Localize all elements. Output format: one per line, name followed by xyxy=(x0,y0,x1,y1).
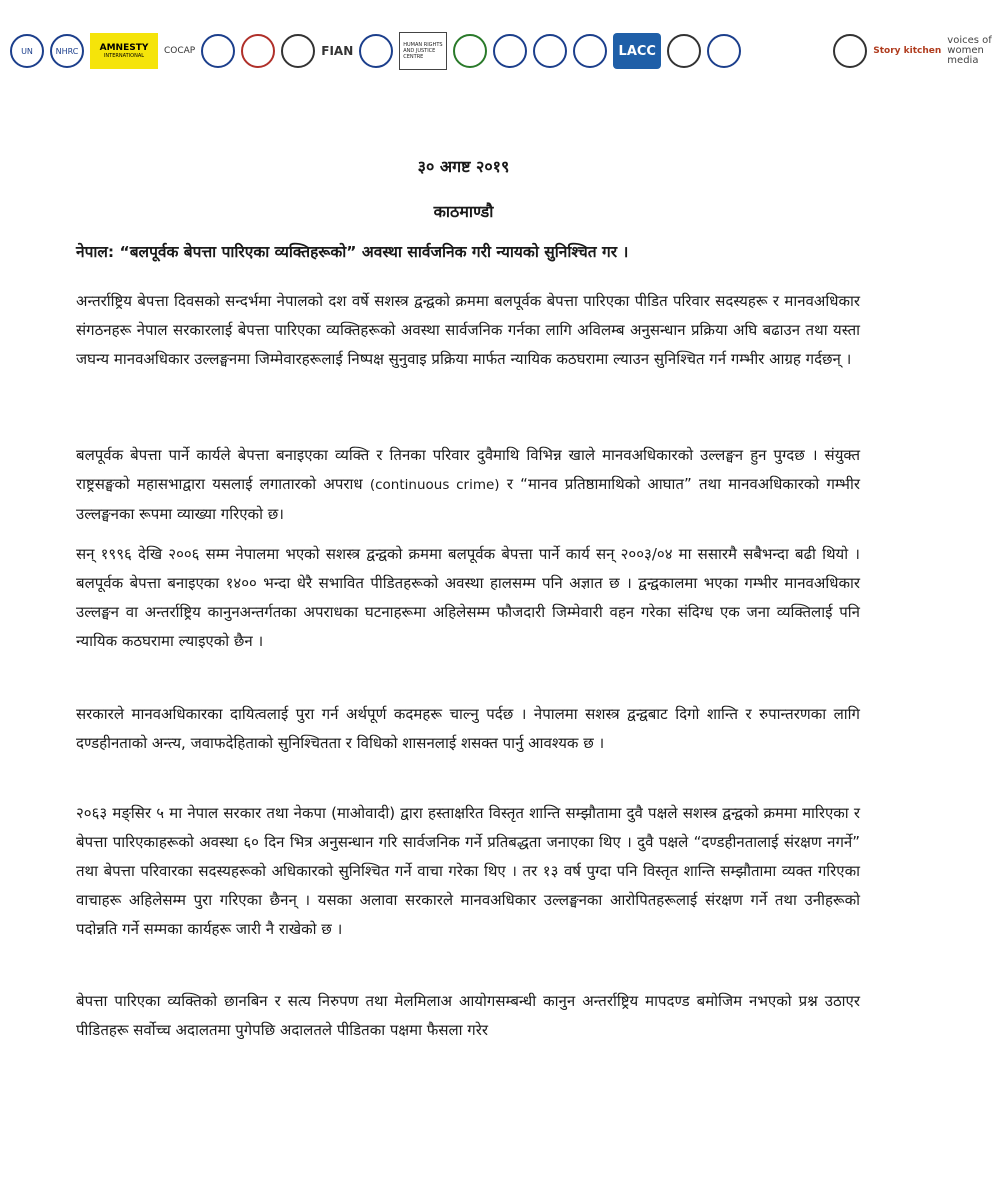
paragraph-2-latin-term: (continuous crime) xyxy=(369,477,500,493)
org-logo-17 xyxy=(707,34,741,68)
paragraph-3: सन् १९९६ देखि २००६ सम्म नेपालमा भएको सशस्त्र द्वन्द्वको क्रममा बलपूर्वक बेपत्ता पार्ने कार्य सन् २००३/०४ मा ससारमै सबैभन्दा बढी थियो । बलपूर्वक बेपत्ता बनाइएका १४०० भन्दा धेरै सभावित पीडितहरूको अवस्था हालसम्म पनि अज्ञात छ । द्वन्द्वकालमा भएका गम्भीर मानवअधिकार उल्लङ्घन वा अन्तर्राष्ट्रिय कानुनअन्तर्गतका अपराधका घटनाहरूमा अहिलेसम्म फौजदारी जिम्मेवारी वहन गरेका संदिग्ध एक जना व्यक्तिलाई पनि न्यायिक कठघरामा ल्याइएको छैन । xyxy=(76,545,860,650)
document-title: नेपाल: “बलपूर्वक बेपत्ता पारिएका व्यक्तिहरूको” अवस्था सार्वजनिक गरी न्यायको सुनिश्चित गर । xyxy=(76,243,629,261)
org-logo-11 xyxy=(453,34,487,68)
paragraph-2-part-b: र “मानव प्रतिष्ठामाथिको आघात” तथा मानवअधिकारको गम्भीर उल्लङ्घनका रूपमा व्याख्या गरिएको छ। xyxy=(76,475,860,523)
org-logo-6 xyxy=(241,34,275,68)
fian-logo: FIAN xyxy=(321,43,354,58)
paragraph-2 xyxy=(76,441,860,529)
org-logo-12 xyxy=(493,34,527,68)
story-kitchen-logo: Story kitchen xyxy=(873,45,942,56)
org-logo-9 xyxy=(359,34,393,68)
org-logo-14 xyxy=(573,34,607,68)
un-emblem-logo: UN xyxy=(10,34,44,68)
paragraph-4: सरकारले मानवअधिकारका दायित्वलाई पुरा गर्न अर्थपूर्ण कदमहरू चाल्नु पर्दछ । नेपालमा सशस्त्र द्वन्द्वबाट दिगो शान्ति र रुपान्तरणका लागि दण्डहीनताको अन्त्य, जवाफदेहिताको सुनिश्चितता र विधिको शासनलाई शसक्त पार्नु आवश्यक छ । xyxy=(76,705,860,752)
partner-logo-strip xyxy=(10,28,992,74)
paragraph-1: अन्तर्राष्ट्रिय बेपत्ता दिवसको सन्दर्भमा नेपालको दश वर्षे सशस्त्र द्वन्द्वको क्रममा बलपूर्वक बेपत्ता पारिएका पीडित परिवार सदस्यहरू र मानवअधिकार संगठनहरू नेपाल सरकारलाई बेपत्ता पारिएका व्यक्तिहरूको अवस्था सार्वजनिक गर्नका लागि अविलम्ब अनुसन्धान प्रक्रिया अघि बढाउन तथा यस्ता जघन्य मानवअधिकार उल्लङ्घनमा जिम्मेवारहरूलाई निष्पक्ष सुनुवाइ प्रक्रिया मार्फत न्यायिक कठघरामा ल्याउन सुनिश्चित गर्न गम्भीर आग्रह गर्दछन् । xyxy=(76,292,860,368)
paragraph-6: बेपत्ता पारिएका व्यक्तिको छानबिन र सत्य निरुपण तथा मेलमिलाअ आयोगसम्बन्धी कानुन अन्तर्राष्ट्रिय मापदण्ड बमोजिम नभएको प्रश्न उठाएर पीडितहरू सर्वोच्च अदालतमा पुगेपछि अदालतले पीडितका पक्षमा फैसला गरेर xyxy=(76,992,860,1039)
org-logo-5 xyxy=(201,34,235,68)
human-rights-justice-centre-logo: HUMAN RIGHTS AND JUSTICE CENTRE xyxy=(399,32,447,70)
nhrc-logo: NHRC xyxy=(50,34,84,68)
org-logo-13 xyxy=(533,34,567,68)
org-logo-19 xyxy=(833,34,867,68)
paragraph-5: २०६३ मङ्सिर ५ मा नेपाल सरकार तथा नेकपा (माओवादी) द्वारा हस्ताक्षरित विस्तृत शान्ति सम्झौतामा दुवै पक्षले सशस्त्र द्वन्द्वको क्रममा मारिएका र बेपत्ता पारिएकाहरूको अवस्था ६० दिन भित्र अनुसन्धान गरि सार्वजनिक गर्ने प्रतिबद्धता जनाएका थिए । दुवै पक्षले “दण्डहीनतालाई संरक्षण नगर्ने” तथा बेपत्ता परिवारका सदस्यहरूको अधिकारको सुनिश्चित गर्ने वाचा गरेका थिए । तर १३ वर्ष पुग्दा पनि विस्तृत शान्ति सम्झौतामा व्यक्त गरिएका वाचाहरू अहिलेसम्म पुरा गरिएका छैनन् । यसका अलावा सरकारले मानवअधिकार उल्लङ्घनका आरोपितहरूलाई संरक्षण गर्ने तथा उनीहरूको पदोन्नति गर्ने सम्मका कार्यहरू जारी नै राखेको छ । xyxy=(76,804,860,938)
org-logo-7 xyxy=(281,34,315,68)
document-date: ३० अगष्ट २०१९ xyxy=(417,157,510,176)
cocap-logo: COCAP xyxy=(164,45,196,56)
paragraph-2-part-a: बलपूर्वक बेपत्ता पार्ने कार्यले बेपत्ता बनाइएका व्यक्ति र तिनका परिवार दुवैमाथि विभिन्न खाले मानवअधिकारको उल्लङ्घन हुन पुग्दछ । संयुक्त राष्ट्रसङ्घको महासभाद्वारा यसलाई लगातारको अपराध xyxy=(76,446,860,493)
org-logo-18 xyxy=(747,33,827,69)
voices-of-women-media-logo: voices of women media xyxy=(947,35,992,66)
org-logo-16 xyxy=(667,34,701,68)
lacc-logo: LACC xyxy=(613,33,661,69)
amnesty-international-logo: AMNESTY INTERNATIONAL xyxy=(90,33,158,69)
document-place: काठमाण्डौ xyxy=(433,202,494,221)
